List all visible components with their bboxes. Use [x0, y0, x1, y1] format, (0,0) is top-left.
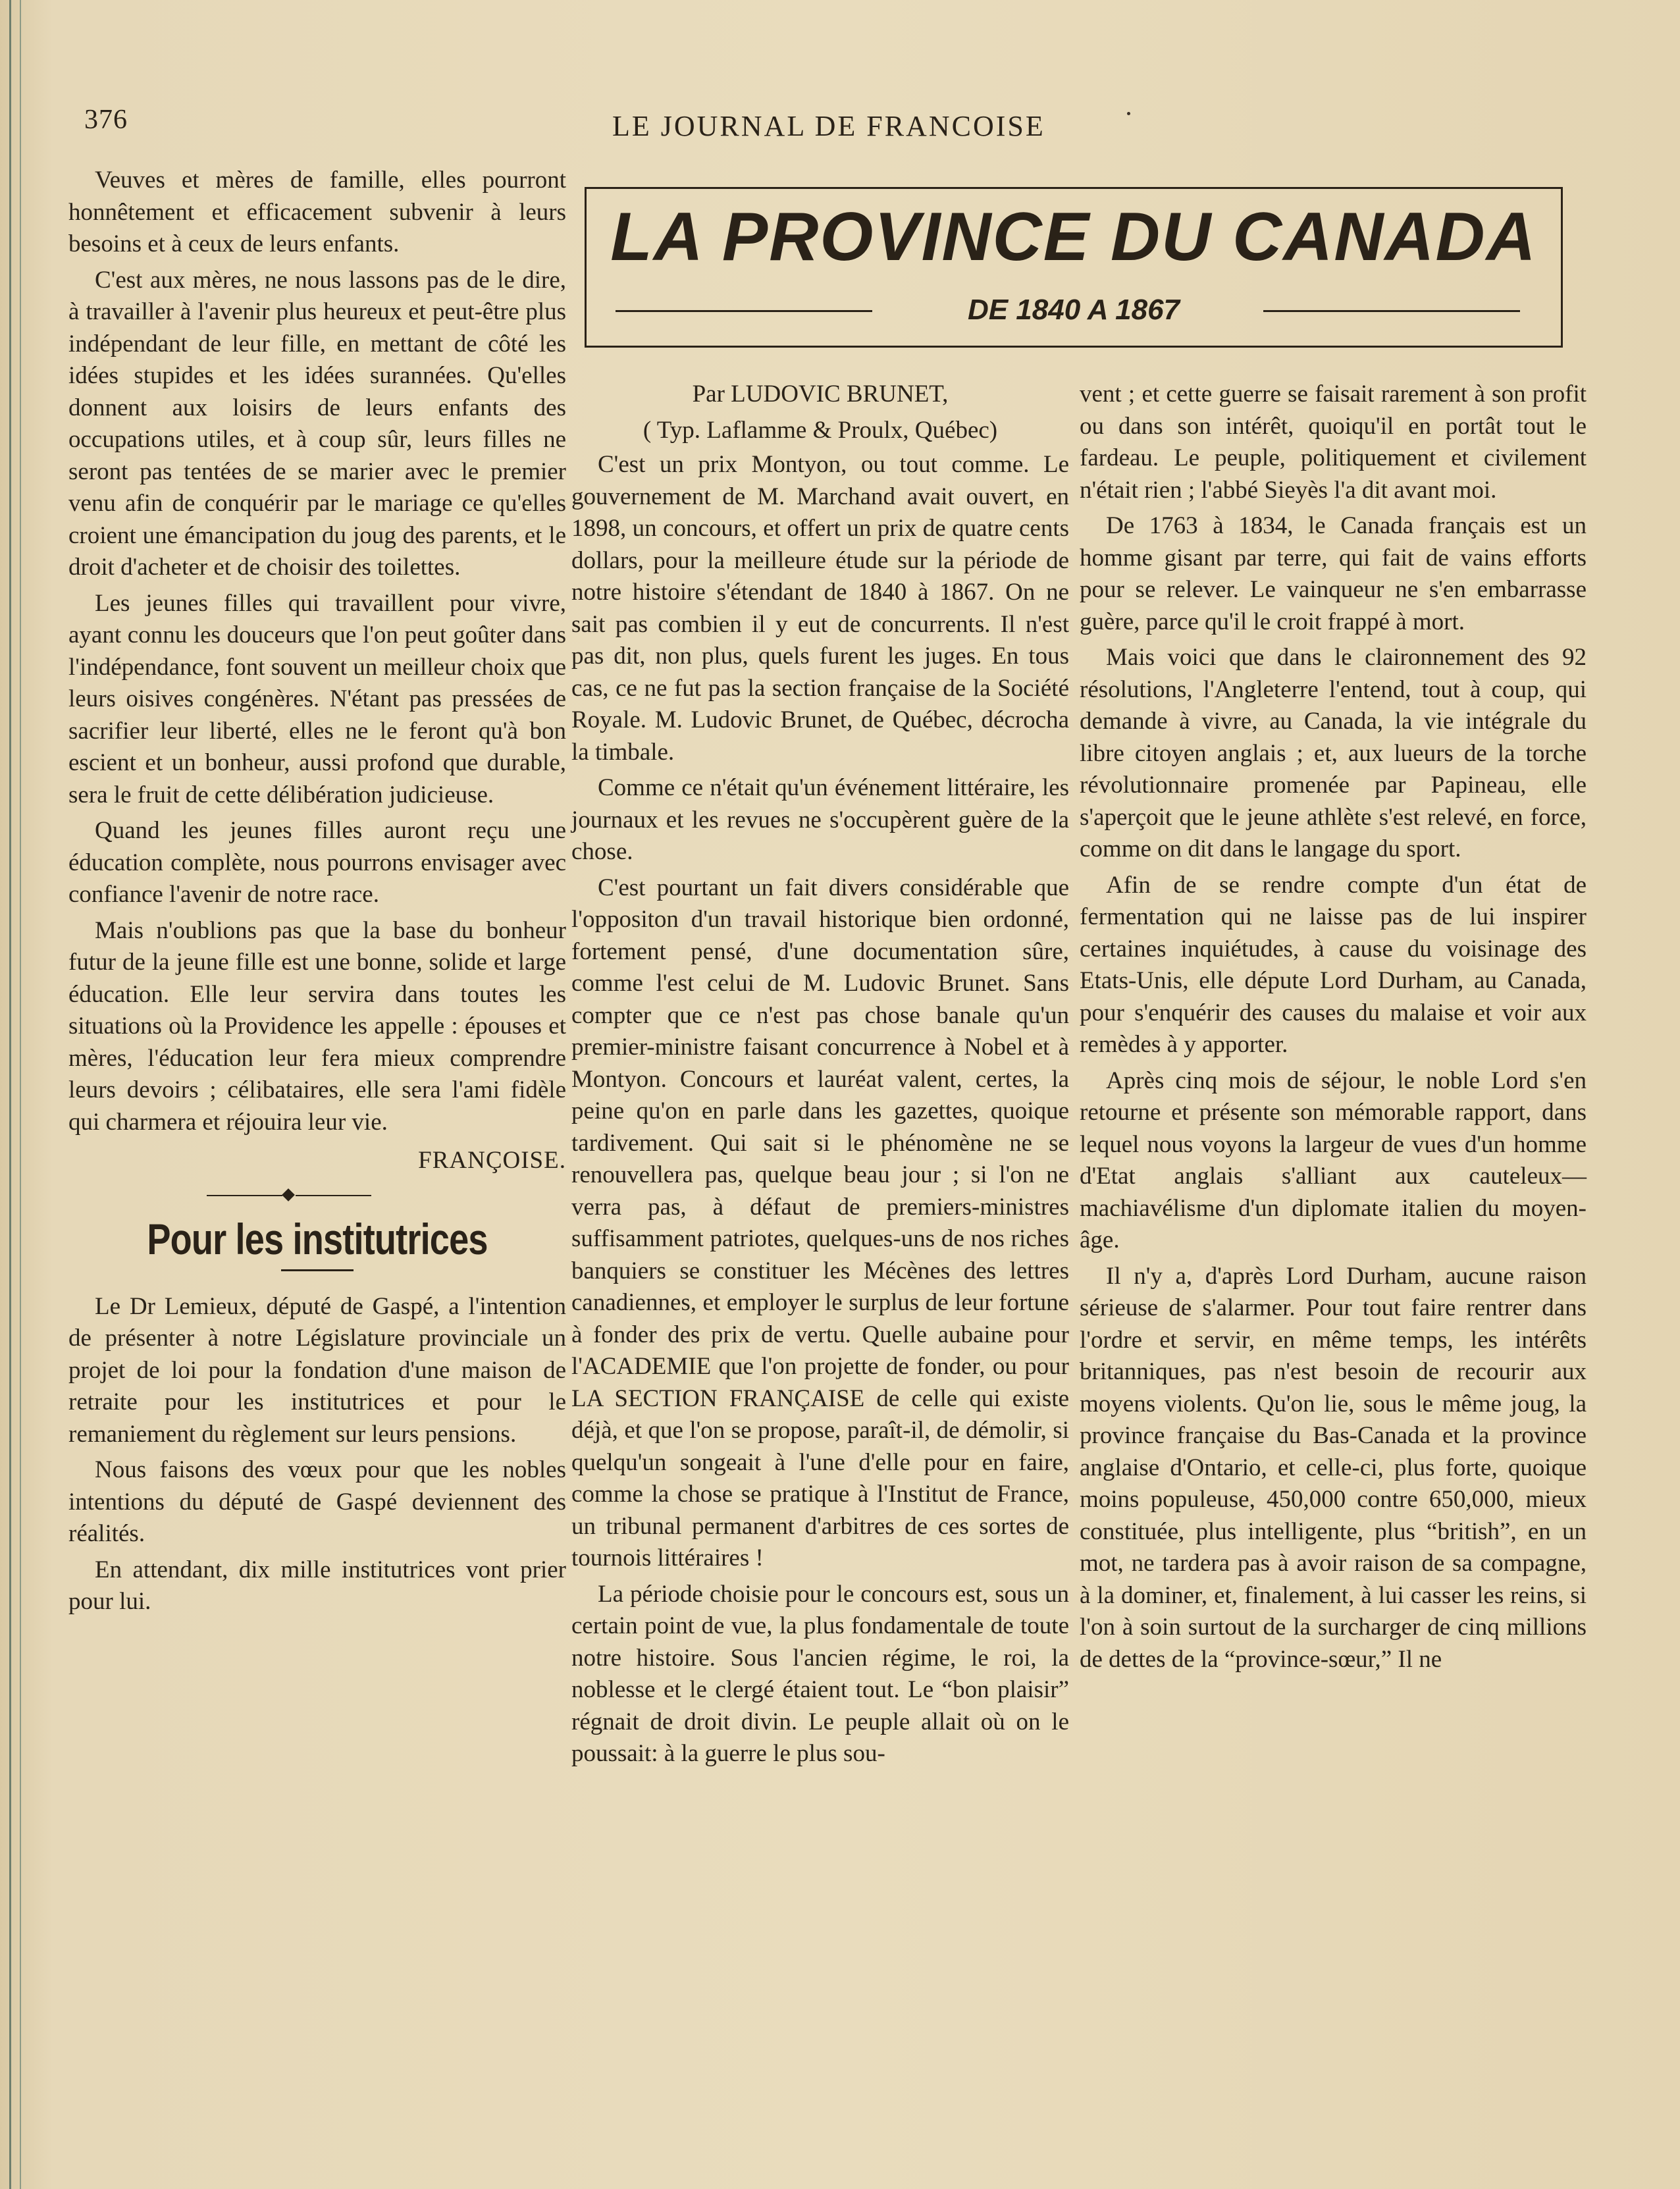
paragraph: En attendant, dix mille institutrices vont prier pour lui. [68, 1556, 566, 1615]
article-title: LA PROVINCE DU CANADA [610, 199, 1537, 275]
paragraph: Afin de se rendre compte d'un état de fermentation qui ne laisse pas de lui inspirer certaines inquiétudes, à cause du voisinage des Etats-Unis, elle députe Lord Durham, au Canada, pour s'enquérir des causes du malaise et voir aux remèdes à y apporter. [1080, 871, 1587, 1058]
paragraph: C'est un prix Montyon, ou tout comme. Le gouvernement de M. Marchand avait ouvert, en 1898, un concours, et offert un prix de quatre cents dollars, pour la meilleure étude sur la période de notre histoire s'étendant de 1840 à 1867. On ne sait pas combien il y eut de concurrents. Il n'est pas dit, non plus, quels furent les juges. En tous cas, ce ne fut pas la section française de la Société Royale. M. Ludovic Brunet, de Québec, décrocha la timbale. [571, 451, 1069, 766]
byline: Par LUDOVIC BRUNET, [692, 381, 949, 408]
paragraph: Il n'y a, d'après Lord Durham, aucune raison sérieuse de s'alarmer. Pour tout faire rentrer dans l'ordre et servir, en même temps, les intérêts britanniques, pas n'est besoin de recourir aux moyens violents. Qu'on lie, sous le même joug, la province française du Bas-Canada et la province anglaise d'Ontario, et celle-ci, plus forte, quoique moins populeuse, 450,000 contre 650,000, mieux constituée, plus intelligente, plus “british”, en un mot, ne tardera pas à avoir raison de sa compagne, à la dominer, et, finalement, à lui casser les reins, si l'on à soin surtout de la surcharger de cinq millions de dettes de la “province-sœur,” Il ne [1080, 1262, 1587, 1673]
article-subtitle: DE 1840 A 1867 [967, 294, 1180, 326]
subtitle-rule-right [1263, 310, 1520, 312]
running-head: LE JOURNAL DE FRANCOISE [612, 110, 1045, 142]
paragraph: Les jeunes filles qui travaillent pour vivre, ayant connu les douceurs que l'on peut goûter dans l'indépendance, font souvent un meilleur choix que leurs oisives congénères. N'étant pas pressées de sacrifier leur liberté, elles ne le feront qu'à bon escient et un bonheur, aussi profond que durable, sera le fruit de cette délibération judicieuse. [68, 589, 566, 808]
paragraph: Après cinq mois de séjour, le noble Lord s'en retourne et présente son mémorable rapport, dans lequel nous voyons la largeur de vues d'un homme d'Etat anglais s'alliant aux cauteleux—machiavélisme d'un diplomate italien du moyen-âge. [1080, 1067, 1587, 1253]
paragraph: Le Dr Lemieux, député de Gaspé, a l'intention de présenter à notre Législature provinciale un projet de loi pour la fondation d'une maison de retraite pour les institutrices et pour le remaniement du règlement sur leurs pensions. [68, 1292, 566, 1448]
section-title: Pour les institutrices [147, 1214, 488, 1263]
paragraph: vent ; et cette guerre se faisait rarement à son profit ou dans son intérêt, quoiqu'il en portât tout le fardeau. Le peuple, politiquement et civilement n'était rien ; l'abbé Sieyès l'a dit avant moi. [1080, 381, 1587, 504]
paragraph: De 1763 à 1834, le Canada français est un homme gisant par terre, qui fait de vains efforts pour se relever. Le vainqueur ne s'en embarrasse guère, parce qu'il le croit frappé à mort. [1080, 512, 1587, 635]
column-left [68, 165, 566, 1622]
paragraph: Nous faisons des vœux pour que les nobles intentions du député de Gaspé deviennent des réalités. [68, 1456, 566, 1547]
paragraph: La période choisie pour le concours est, sous un certain point de vue, la plus fondamentale de toute notre histoire. Sous l'ancien régime, le roi, la noblesse et le clergé étaient tout. Le “bon plaisir” régnait de droit divin. Le peuple allait où on le poussait: à la guerre le plus sou- [571, 1580, 1069, 1767]
paragraph: Mais n'oublions pas que la base du bonheur futur de la jeune fille est une bonne, solide et large éducation. Elle leur servira dans toutes les situations où la Providence les appelle : épouses et mères, l'éducation leur fera mieux comprendre leurs devoirs ; célibataires, elle sera l'ami fidèle qui charmera et réjouira leur vie. [68, 916, 566, 1136]
paragraph: Comme ce n'était qu'un événement littéraire, les journaux et les revues ne s'occupèrent guère de la chose. [571, 774, 1069, 865]
page-number: 376 [84, 105, 128, 135]
binding-line [9, 0, 11, 2189]
column-right [1080, 379, 1587, 1679]
ornament-divider [68, 1188, 566, 1203]
article-title-box [585, 187, 1563, 348]
paragraph: C'est pourtant un fait divers considérable que l'oppositon d'un travail historique bien ordonné, fortement pensé, d'une documentation sûre, comme l'est celui de M. Ludovic Brunet. Sans compter que ce n'est pas chose banale qu'un premier-ministre faisant concurrence à Nobel et à Montyon. Concours et lauréat valent, certes, la peine qu'on en parle dans les gazettes, quoique tardivement. Qui sait si le phénomène ne se renouvellera pas, quelque beau jour ; si l'on ne verra pas, à défaut de premiers-ministres suffisamment patriotes, quelques-uns de nos riches banquiers se constituer les Mécènes des lettres canadiennes, et employer le surplus de leur fortune à fonder des prix de vertu. Quelle aubaine pour l'ACADEMIE que l'on projette de fonder, ou pour LA SECTION FRANÇAISE de celle qui existe déjà, et que l'on se propose, paraît-il, de démolir, si quelqu'un songeait à l'une d'elle pour en faire, comme la chose se pratique à l'Institut de France, un tribunal permanent d'arbitres de ces sortes de tournois littéraires ! [571, 874, 1069, 1571]
paragraph: Veuves et mères de famille, elles pourront honnêtement et efficacement subvenir à leurs besoins et à ceux de leurs enfants. [68, 167, 566, 257]
paragraph: C'est aux mères, ne nous lassons pas de le dire, à travailler à l'avenir plus heureux et peut-être plus indépendant de leur fille, en mettant de côté les idées stupides et les idées surannées. Qu'elles donnent aux loisirs de leurs enfants des occupations utiles, et à coup sûr, leurs filles ne seront pas tentées de se marier avec le premier venu afin de conquérir par le mariage ce qu'elles croient une émancipation du joug des parents, et le droit d'acheter et de choisir des toilettes. [68, 266, 566, 581]
column-middle [571, 379, 1069, 1774]
paragraph: Quand les jeunes filles auront reçu une éducation complète, nous pourrons envisager avec confiance l'avenir de notre race. [68, 817, 566, 908]
signature: FRANÇOISE. [418, 1147, 566, 1174]
binding-line-inner [20, 0, 21, 2189]
ink-speck [1127, 112, 1130, 115]
section-rule [281, 1269, 354, 1271]
publisher: ( Typ. Laflamme & Proulx, Québec) [643, 416, 998, 444]
paragraph: Mais voici que dans le claironnement des 92 résolutions, l'Angleterre l'entend, tout à coup, qui demande à vivre, au Canada, la vie intégrale du libre citoyen anglais ; et, aux lueurs de la torche révolutionnaire promenée par Papineau, elle s'aperçoit que le jeune athlète s'est relevé, en force, comme on dit dans le langage du sport. [1080, 644, 1587, 862]
